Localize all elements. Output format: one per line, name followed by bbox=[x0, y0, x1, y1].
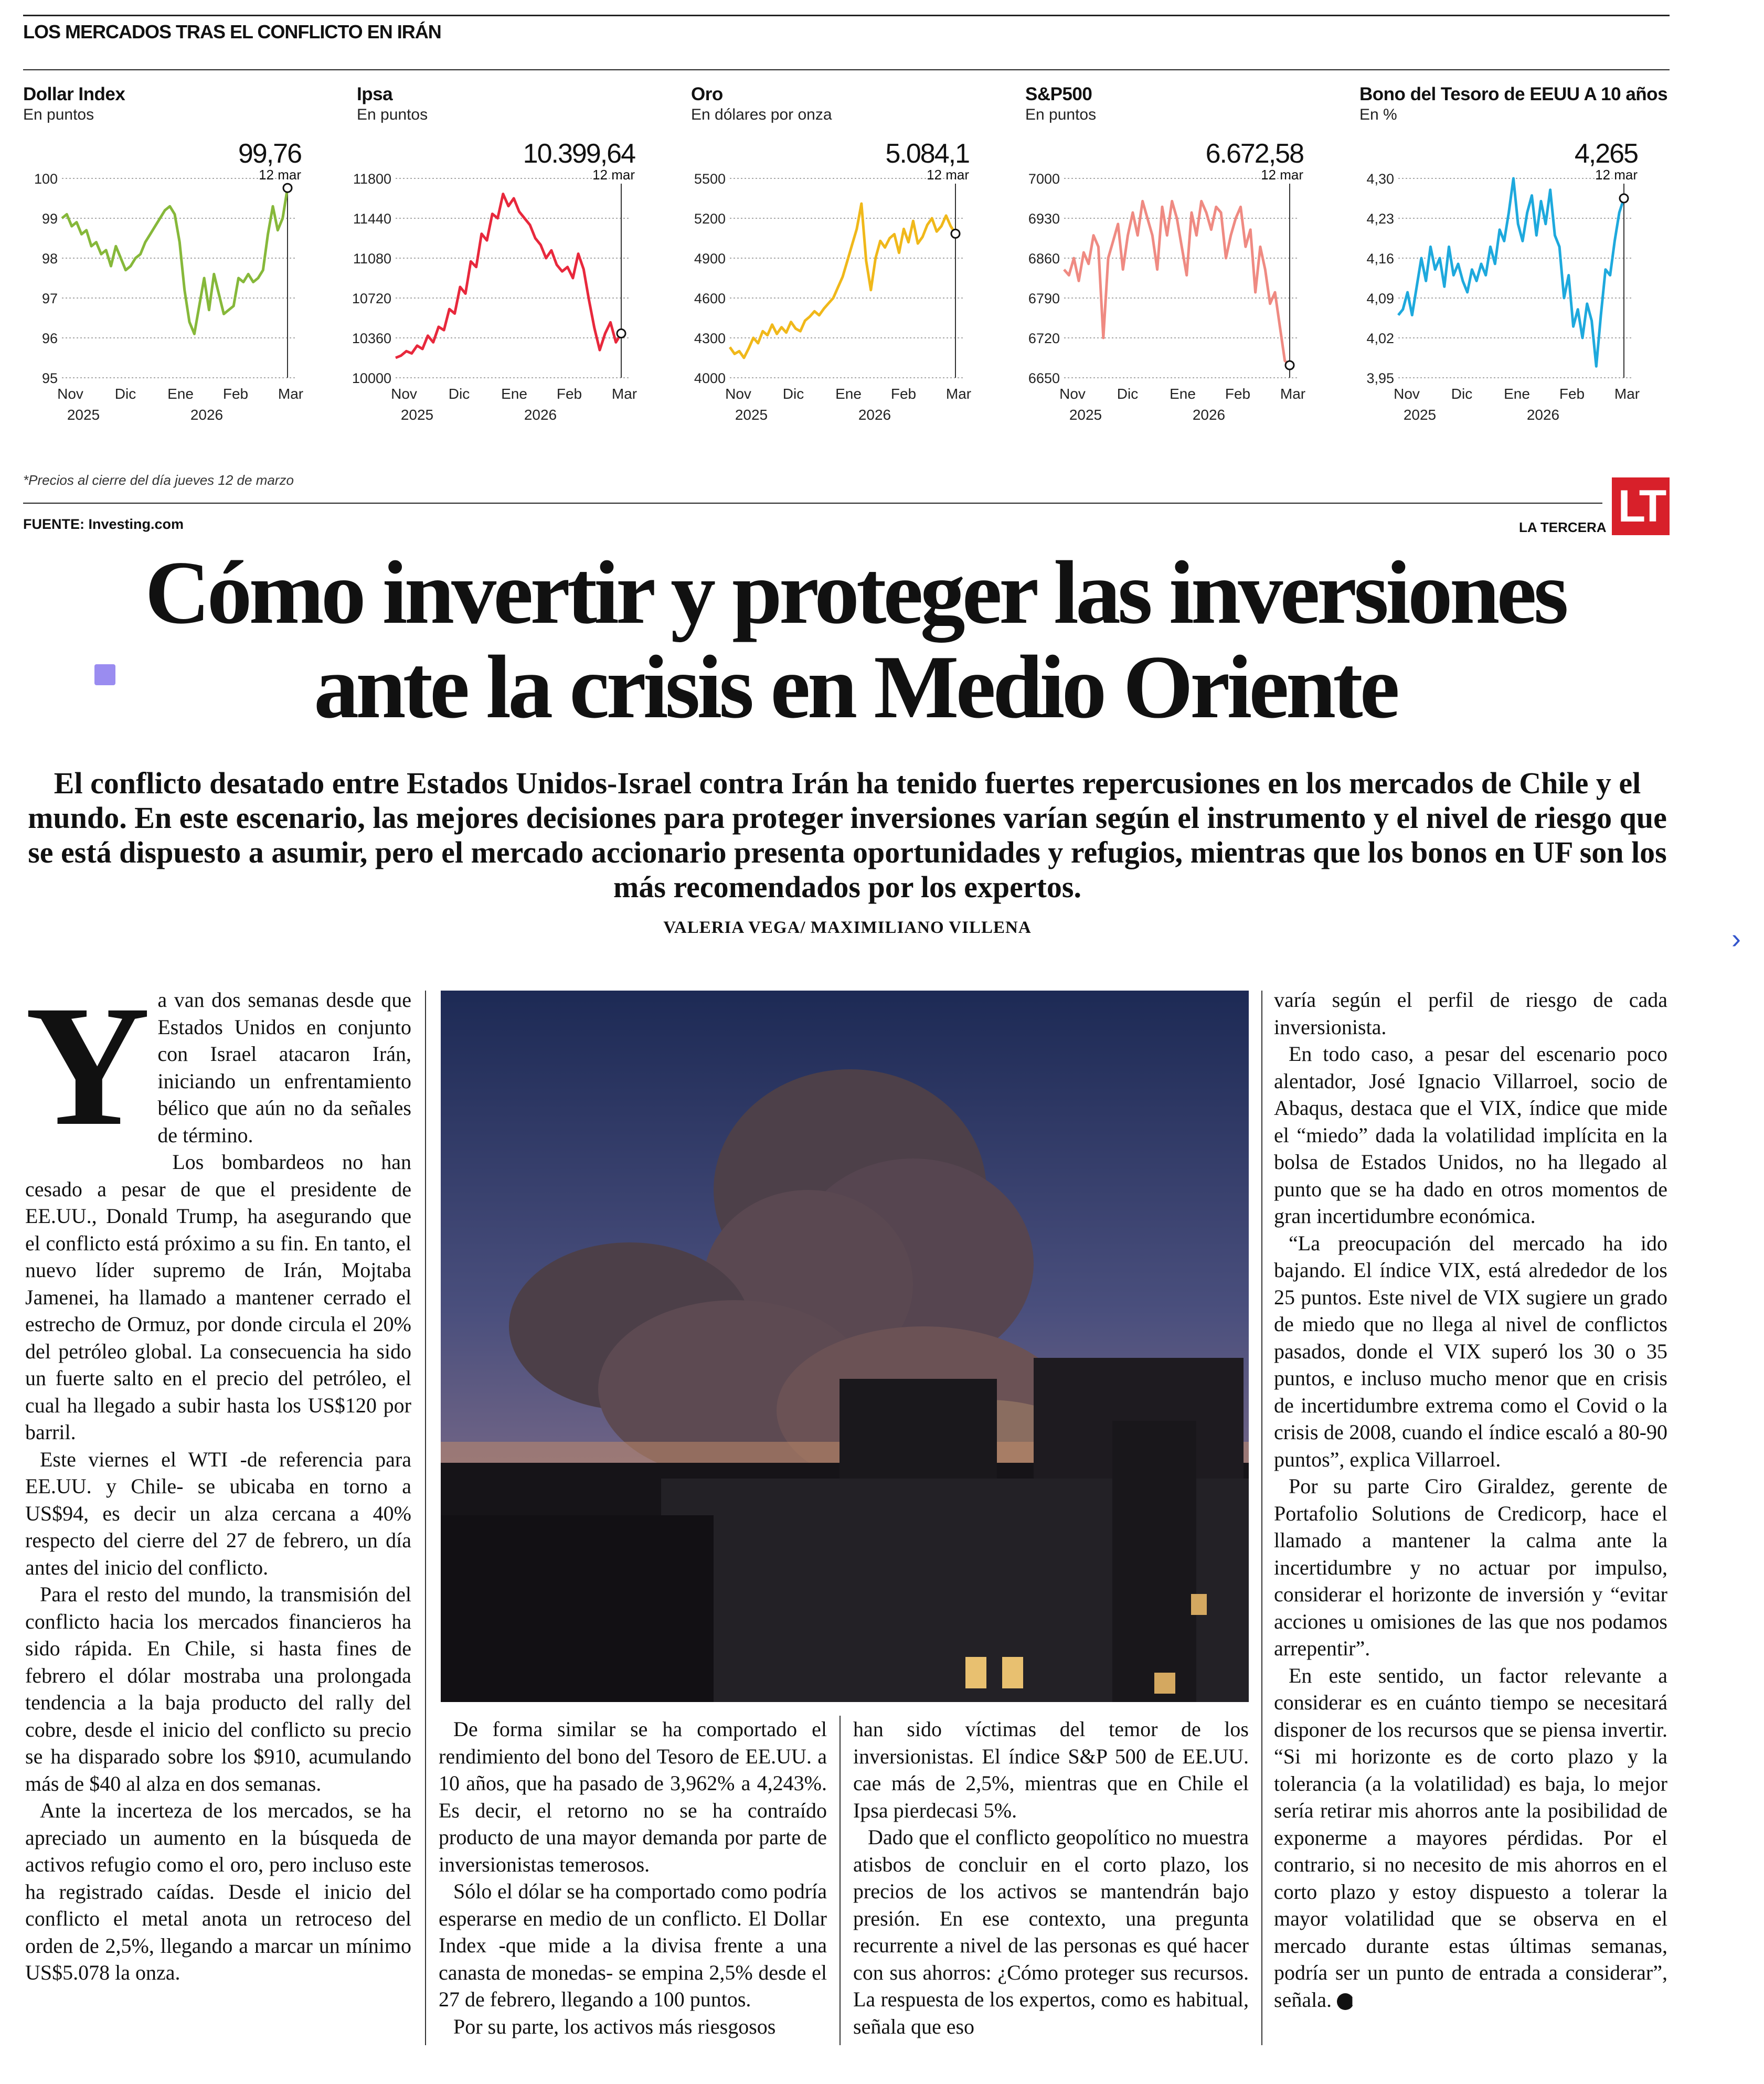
y-tick-label: 3,95 bbox=[1366, 370, 1394, 386]
chart-unit: En puntos bbox=[1025, 106, 1097, 123]
x-tick-label: Nov bbox=[57, 386, 83, 402]
last-date-label: 12 mar bbox=[1595, 167, 1638, 183]
y-tick-label: 4900 bbox=[694, 251, 726, 267]
chart-title: Oro bbox=[691, 84, 723, 104]
y-tick-label: 99 bbox=[41, 211, 58, 227]
headline-line-2: ante la crisis en Medio Oriente bbox=[314, 637, 1397, 737]
last-value-point bbox=[283, 184, 292, 192]
y-tick-label: 98 bbox=[41, 251, 58, 267]
chart-title: Bono del Tesoro de EEUU A 10 años bbox=[1359, 84, 1668, 104]
article-deck: El conflicto desatado entre Estados Unidos-Israel contra Irán ha tenido fuertes repercusiones en los mercados de Chile y el mundo. En este escenario, las mejores decisiones para proteger inversiones varían según el instrumento y el nivel de riesgo que se está dispuesto a asumir, pero el mercado accionario presenta oportunidades y refugios, mientras que los bonos en UF son los más recomendados por los expertos. bbox=[28, 766, 1667, 904]
chart-footnote: *Precios al cierre del día jueves 12 de marzo bbox=[23, 472, 294, 488]
source-credit: FUENTE: Investing.com bbox=[23, 516, 184, 532]
column-divider bbox=[840, 1716, 841, 2045]
x-tick-label: Nov bbox=[391, 386, 417, 402]
headline-line-1: Cómo invertir y proteger las inversiones bbox=[145, 543, 1566, 643]
paragraph: han sido víctimas del temor de los inversionistas. El índice S&P 500 de EE.UU. cae más de 2,5%, mientras que en Chile el Ipsa pierdecasi 5%. bbox=[853, 1717, 1249, 1822]
x-tick-label: Ene bbox=[835, 386, 862, 402]
y-tick-label: 100 bbox=[34, 171, 58, 187]
x-year-label: 2026 bbox=[190, 407, 224, 423]
x-tick-label: Dic bbox=[782, 386, 804, 402]
x-tick-label: Mar bbox=[1614, 386, 1640, 402]
last-value-label: 10.399,64 bbox=[523, 139, 635, 169]
chart-svg bbox=[1025, 115, 1319, 451]
paragraph: Por su parte, los activos más riesgosos bbox=[453, 2014, 776, 2038]
last-value-label: 6.672,58 bbox=[1205, 139, 1303, 169]
y-tick-label: 4300 bbox=[694, 331, 726, 346]
paragraph-text: En este sentido, un factor relevante a considerar es en cuánto tiempo se necesitará disponer de los recursos que se piensa invertir. “Si mi horizonte es de corto plazo y la tolerancia (a la volatilidad) es baja, lo mejor sería retirar mis ahorros ante la posibilidad de exponerme a mayores pérdidas. Por el contrario, si no necesito de mis ahorros en el corto plazo y estoy dispuesto a tolerar la mayor volatilidad que se observa en el mercado durante estas últimas semanas, podría ser un punto de entrada a considerar”, señala. bbox=[1274, 1663, 1667, 2012]
paragraph: Sólo el dólar se ha comportado como podría esperarse en medio de un conflicto. El Dollar Index -que mide a la divisa frente a una canasta de monedas- se empina 2,5% desde el 27 de febrero, llegando a 100 puntos. bbox=[439, 1879, 827, 2011]
x-year-label: 2025 bbox=[1403, 407, 1437, 423]
y-tick-label: 6650 bbox=[1028, 370, 1060, 386]
y-tick-label: 4,02 bbox=[1366, 331, 1394, 346]
kicker-rule bbox=[23, 69, 1670, 70]
article-column-2 bbox=[439, 1716, 827, 2040]
news-photo-smoke-city bbox=[441, 991, 1249, 1702]
x-year-label: 2026 bbox=[1526, 407, 1560, 423]
series-line bbox=[1064, 201, 1290, 365]
x-tick-label: Feb bbox=[222, 386, 249, 402]
x-year-label: 2025 bbox=[400, 407, 434, 423]
article-column-1 bbox=[25, 970, 411, 1986]
chart-unit: En % bbox=[1359, 106, 1397, 123]
last-date-label: 12 mar bbox=[1261, 167, 1303, 183]
y-tick-label: 11800 bbox=[353, 171, 391, 187]
y-tick-label: 10720 bbox=[352, 291, 391, 306]
y-tick-label: 97 bbox=[41, 291, 58, 306]
last-value-point bbox=[617, 329, 625, 338]
chart-bono-tesoro bbox=[1359, 84, 1674, 472]
y-tick-label: 4,16 bbox=[1366, 251, 1394, 267]
chart-svg bbox=[1359, 115, 1653, 451]
x-tick-label: Ene bbox=[167, 386, 194, 402]
y-tick-label: 6720 bbox=[1028, 331, 1060, 346]
paragraph bbox=[1274, 1662, 1667, 2014]
y-tick-label: 4,23 bbox=[1366, 211, 1394, 227]
x-tick-label: Feb bbox=[1559, 386, 1585, 402]
la-tercera-logo: LT bbox=[1612, 477, 1670, 535]
last-value-point bbox=[1285, 361, 1294, 369]
x-year-label: 2026 bbox=[524, 407, 557, 423]
x-tick-label: Ene bbox=[1504, 386, 1530, 402]
annotation-marker-icon[interactable] bbox=[94, 664, 115, 685]
x-year-label: 2025 bbox=[1069, 407, 1102, 423]
x-tick-label: Dic bbox=[448, 386, 470, 402]
series-line bbox=[62, 188, 288, 334]
last-value-point bbox=[1620, 194, 1628, 203]
last-date-label: 12 mar bbox=[259, 167, 301, 183]
last-value-label: 5.084,1 bbox=[885, 139, 969, 169]
y-tick-label: 5200 bbox=[694, 211, 726, 227]
paragraph: Por su parte Ciro Giraldez, gerente de Portafolio Solutions de Credicorp, hace el llamado a mantener la calma ante la incertidumbre y no actuar por impulso, considerar el horizonte de inversión y “evitar acciones u omisiones de las que nos podamos arrepentir”. bbox=[1274, 1474, 1667, 1660]
series-line bbox=[730, 204, 955, 358]
column-divider bbox=[425, 991, 426, 2045]
x-tick-label: Nov bbox=[725, 386, 751, 402]
last-date-label: 12 mar bbox=[592, 167, 635, 183]
chart-unit: En puntos bbox=[357, 106, 428, 123]
y-tick-label: 4,30 bbox=[1366, 171, 1394, 187]
byline: VALERIA VEGA/ MAXIMILIANO VILLENA bbox=[663, 918, 1032, 937]
paragraph: Para el resto del mundo, la transmisión del conflicto hacia los mercados financieros ha sido rápida. En Chile, si hasta fines de febrero el dólar mostraba una prolongada tendencia a la baja producto del rally del cobre, desde el inicio del conflicto su precio se ha disparado sobre los $910, acumulando más de $40 al alza en dos semanas. bbox=[25, 1582, 411, 1795]
paragraph: a van dos semanas desde que Estados Unidos en conjunto con Israel atacaron Irán, iniciando un enfrentamiento bélico que aún no da señales de término. bbox=[157, 988, 411, 1147]
last-value-label: 99,76 bbox=[238, 139, 301, 169]
x-year-label: 2026 bbox=[1192, 407, 1226, 423]
y-tick-label: 4,09 bbox=[1366, 291, 1394, 306]
x-year-label: 2025 bbox=[735, 407, 768, 423]
x-tick-label: Dic bbox=[1117, 386, 1139, 402]
x-tick-label: Mar bbox=[278, 386, 304, 402]
article-column-4 bbox=[1274, 986, 1667, 2013]
y-tick-label: 10000 bbox=[352, 370, 391, 386]
y-tick-label: 6790 bbox=[1028, 291, 1060, 306]
charts-bottom-rule bbox=[23, 503, 1602, 504]
y-tick-label: 95 bbox=[41, 370, 58, 386]
photo-illustration bbox=[441, 991, 1249, 1702]
paragraph: En todo caso, a pesar del escenario poco alentador, José Ignacio Villarroel, socio de Abaqus, destaca que el VIX, índice que mide el “miedo” dada la volatilidad implícita en la bolsa de Estados Unidos, no ha llegado al punto que se ha dado en otros momentos de gran incertidumbre económica. bbox=[1274, 1042, 1667, 1228]
section-kicker: LOS MERCADOS TRAS EL CONFLICTO EN IRÁN bbox=[23, 21, 441, 42]
x-tick-label: Dic bbox=[114, 386, 136, 402]
paragraph: Ante la incerteza de los mercados, se ha apreciado un aumento en la búsqueda de activos refugio como el oro, pero incluso este ha registrado caídas. Desde el inicio del conflicto el metal anota un retroceso del orden de 2,5%, llegando a marcar un mínimo US$5.078 la onza. bbox=[25, 1799, 411, 1984]
chart-title: Dollar Index bbox=[23, 84, 125, 104]
article-column-3 bbox=[853, 1716, 1249, 2040]
chart-svg bbox=[691, 115, 985, 451]
next-page-chevron-icon[interactable]: › bbox=[1731, 923, 1741, 954]
paragraph: “La preocupación del mercado ha ido bajando. El índice VIX, está alrededor de los 25 puntos. Este nivel de VIX sugiere un grado de miedo que no llega al nivel de conflictos pasados, donde el VIX superó los 30 o 35 puntos, e incluso mucho menor que en crisis de incertidumbre extrema como el Covid o la crisis de 2008, cuando el índice escaló a 80-90 puntos”, explica Villarroel. bbox=[1274, 1231, 1667, 1471]
paragraph: Este viernes el WTI -de referencia para EE.UU. y Chile- se ubicaba en torno a US$94, es decir un alza cercana a 40% respecto del cierre del 27 de febrero, un día antes del inicio del conflicto. bbox=[25, 1447, 411, 1579]
x-tick-label: Feb bbox=[1225, 386, 1251, 402]
x-year-label: 2025 bbox=[67, 407, 100, 423]
chart-title: S&P500 bbox=[1025, 84, 1092, 104]
chart-sp500 bbox=[1025, 84, 1340, 472]
x-tick-label: Dic bbox=[1451, 386, 1473, 402]
end-mark-icon: P bbox=[1337, 1993, 1354, 2010]
x-tick-label: Feb bbox=[890, 386, 917, 402]
paragraph: De forma similar se ha comportado el rendimiento del bono del Tesoro de EE.UU. a 10 años, que ha pasado de 3,962% a 4,243%. Es decir, el retorno no se ha contraído producto de una mayor demanda por parte de inversionistas temerosos. bbox=[439, 1717, 827, 1876]
y-tick-label: 7000 bbox=[1028, 171, 1060, 187]
x-tick-label: Ene bbox=[1170, 386, 1196, 402]
y-tick-label: 4600 bbox=[694, 291, 726, 306]
y-tick-label: 4000 bbox=[694, 370, 726, 386]
x-tick-label: Mar bbox=[1280, 386, 1306, 402]
chart-unit: En dólares por onza bbox=[691, 106, 832, 123]
dropcap: Y bbox=[25, 970, 151, 1162]
column-divider bbox=[1261, 991, 1262, 2045]
last-value-label: 4,265 bbox=[1574, 139, 1638, 169]
x-tick-label: Feb bbox=[556, 386, 582, 402]
x-year-label: 2026 bbox=[858, 407, 891, 423]
y-tick-label: 5500 bbox=[694, 171, 726, 187]
chart-dollar-index bbox=[23, 84, 338, 472]
chart-oro bbox=[691, 84, 1006, 472]
x-tick-label: Mar bbox=[611, 386, 637, 402]
x-tick-label: Mar bbox=[945, 386, 972, 402]
y-tick-label: 10360 bbox=[352, 331, 391, 346]
y-tick-label: 96 bbox=[41, 331, 58, 346]
y-tick-label: 6860 bbox=[1028, 251, 1060, 267]
chart-ipsa bbox=[352, 84, 672, 472]
brand-name: LA TERCERA bbox=[1519, 519, 1607, 535]
paragraph: varía según el perfil de riesgo de cada inversionista. bbox=[1274, 988, 1667, 1039]
x-tick-label: Ene bbox=[501, 386, 527, 402]
y-tick-label: 11440 bbox=[353, 211, 391, 227]
chart-svg bbox=[352, 115, 651, 451]
y-tick-label: 11080 bbox=[353, 251, 391, 267]
top-rule bbox=[23, 15, 1670, 16]
chart-svg bbox=[23, 115, 317, 451]
last-value-point bbox=[951, 229, 960, 238]
paragraph: Los bombardeos no han cesado a pesar de que el presidente de EE.UU., Donald Trump, ha asegurando que el conflicto está próximo a su fin. En tanto, el nuevo líder supremo de Irán, Mojtaba Jamenei, ha llamado a mantener cerrado el estrecho de Ormuz, por donde circula el 20% del petróleo global. La consecuencia ha sido un fuerte salto en el precio del petróleo, el cual ha llegado a subir hasta los US$120 por barril. bbox=[25, 1150, 411, 1444]
x-tick-label: Nov bbox=[1059, 386, 1086, 402]
y-tick-label: 6930 bbox=[1028, 211, 1060, 227]
last-date-label: 12 mar bbox=[927, 167, 969, 183]
chart-unit: En puntos bbox=[23, 106, 94, 123]
paragraph: Dado que el conflicto geopolítico no muestra atisbos de concluir en el corto plazo, los precios de los activos se mantendrán bajo presión. En ese contexto, una pregunta recurrente a nivel de las personas es qué hacer con sus ahorros: ¿Cómo proteger sus recursos. La respuesta de los expertos, como es habitual, señala que eso bbox=[853, 1825, 1249, 2038]
x-tick-label: Nov bbox=[1394, 386, 1420, 402]
chart-title: Ipsa bbox=[357, 84, 393, 104]
